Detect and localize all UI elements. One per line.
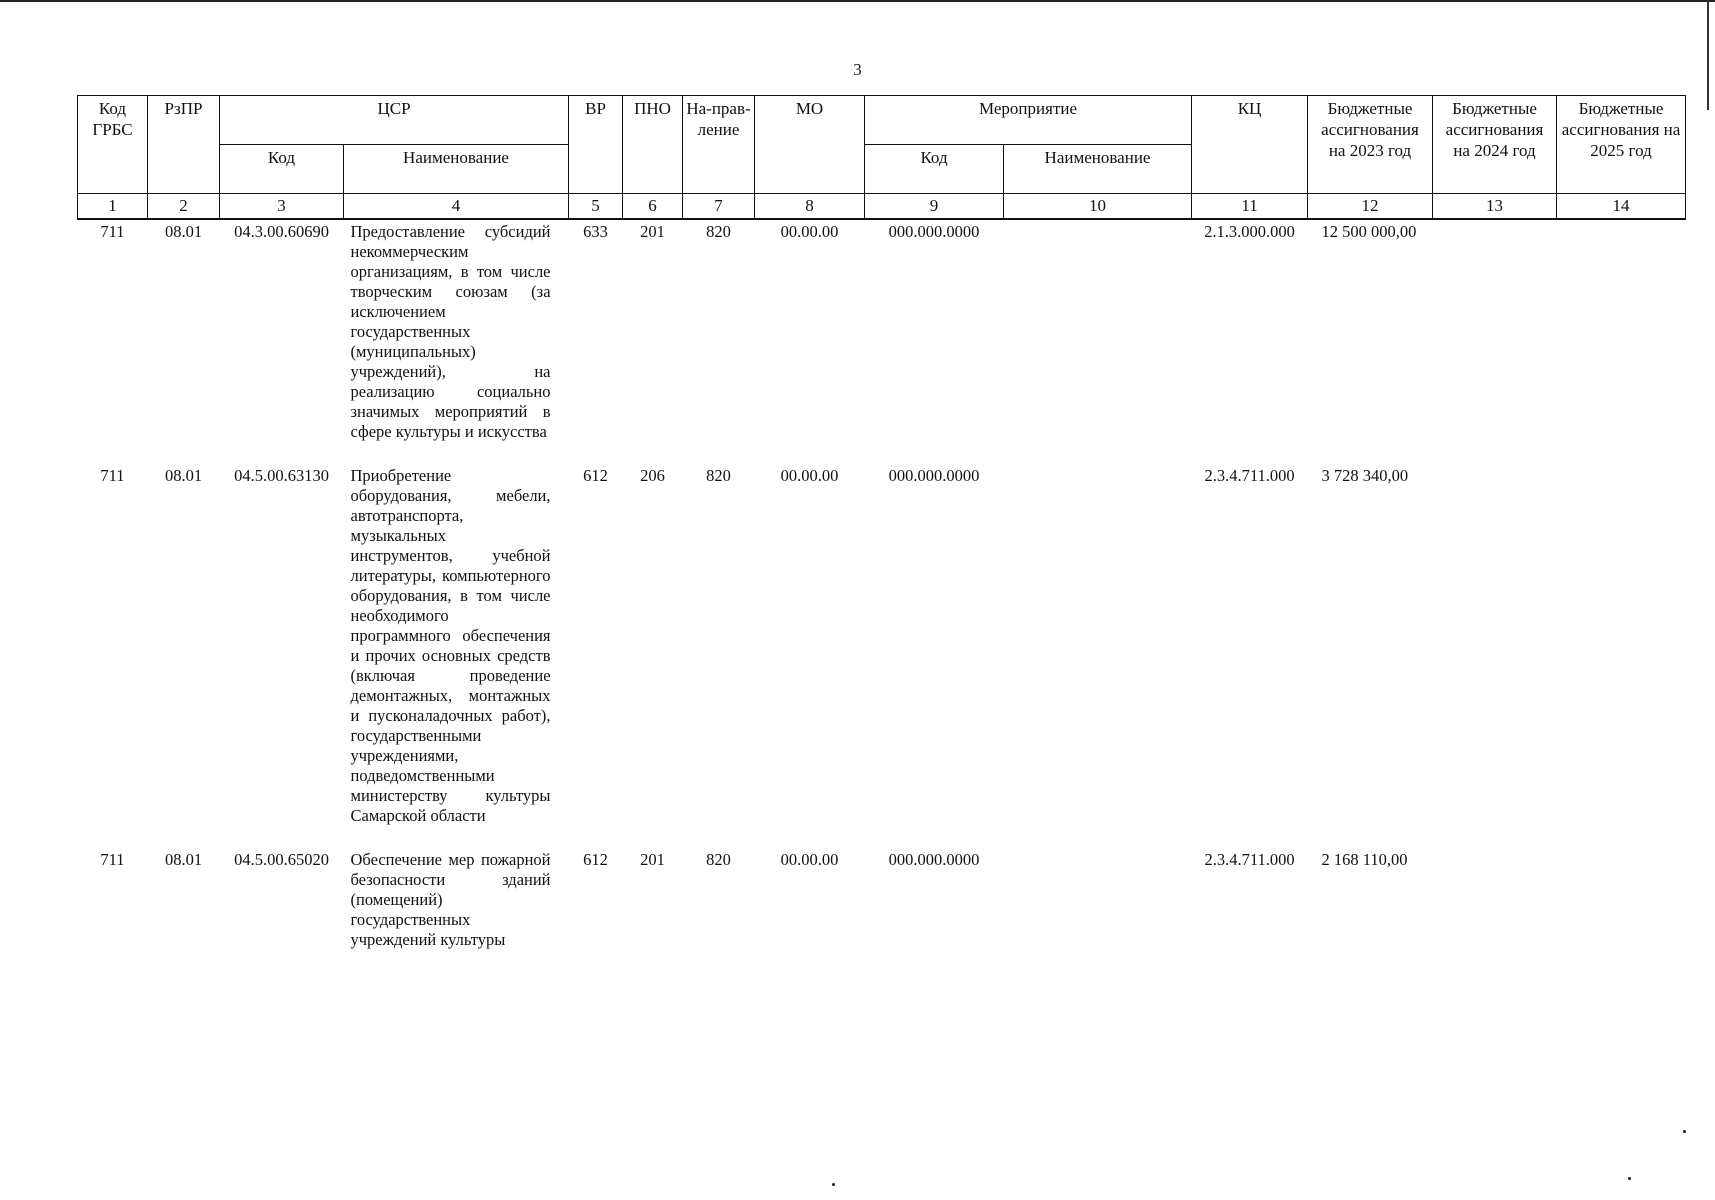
cell-csr-kod: 04.3.00.60690 (234, 222, 329, 241)
header-mer-kod: Код (865, 145, 1004, 194)
cell-kc: 2.3.4.711.000 (1204, 466, 1295, 485)
header-budget-2024: Бюджетные ассигнования на 2024 год (1433, 96, 1557, 194)
cell-napravlenie: 820 (706, 222, 731, 241)
cell-mer-kod: 000.000.0000 (888, 466, 980, 485)
cell-csr-name: Обеспечение мер пожарной безопасности зданий (помещений) государственных учреждений культуры (350, 850, 551, 949)
cell-budget-2025 (1557, 219, 1686, 464)
cell-rzpr: 08.01 (164, 222, 203, 241)
header-napravlenie: На-прав-ление (683, 96, 755, 194)
page-number: 3 (853, 60, 862, 79)
column-number: 12 (1308, 194, 1433, 220)
cell-budget-2025 (1557, 464, 1686, 848)
header-meropriyatie: Мероприятие (865, 96, 1192, 145)
cell-budget-2024 (1433, 219, 1557, 464)
column-number: 5 (569, 194, 623, 220)
scan-speck (1628, 1177, 1631, 1180)
cell-kc: 2.1.3.000.000 (1204, 222, 1295, 241)
cell-budget-2025 (1557, 848, 1686, 972)
cell-kod-grbs: 711 (100, 222, 125, 241)
scan-right-edge (1707, 0, 1709, 110)
cell-csr-name: Предоставление субсидий некоммерческим организациям, в том числе творческим союзам (за исключением государственных (муниципальных) учреждений), на реализацию социально значимых мероприятий в сфере культуры и искусства (350, 222, 551, 441)
cell-budget-2023: 2 168 110,00 (1321, 850, 1408, 869)
cell-vr: 612 (583, 850, 608, 869)
cell-pno: 201 (640, 222, 665, 241)
cell-mer-name (1004, 219, 1192, 464)
cell-csr-kod: 04.5.00.65020 (234, 850, 329, 869)
column-number: 14 (1557, 194, 1686, 220)
table-row (78, 848, 1686, 972)
header-csr: ЦСР (220, 96, 569, 145)
cell-vr: 612 (583, 466, 608, 485)
scan-speck (1683, 1130, 1686, 1133)
header-csr-kod: Код (220, 145, 344, 194)
column-number-row (78, 194, 1686, 220)
table-row (78, 464, 1686, 848)
cell-napravlenie: 820 (706, 850, 731, 869)
column-number: 4 (344, 194, 569, 220)
column-number: 8 (755, 194, 865, 220)
cell-mo: 00.00.00 (780, 466, 839, 485)
cell-mer-name (1004, 464, 1192, 848)
table-body (78, 219, 1686, 972)
table-header (78, 96, 1686, 220)
cell-budget-2023: 3 728 340,00 (1321, 466, 1409, 485)
column-number: 9 (865, 194, 1004, 220)
cell-csr-kod: 04.5.00.63130 (234, 466, 329, 485)
cell-mer-kod: 000.000.0000 (888, 850, 980, 869)
cell-csr-name: Приобретение оборудования, мебели, автотранспорта, музыкальных инструментов, учебной литературы, компьютерного оборудования, в том числе необходимого программного обеспечения и прочих основных средств (включая проведение демонтажных, монтажных и пусконаладочных работ), государственными учреждениями, подведомственными министерству культуры Самарской области (350, 466, 551, 825)
header-mer-name: Наименование (1004, 145, 1192, 194)
cell-rzpr: 08.01 (164, 466, 203, 485)
column-number: 7 (683, 194, 755, 220)
cell-napravlenie: 820 (706, 466, 731, 485)
header-rzpr: РзПР (148, 96, 220, 194)
scan-top-edge (0, 0, 1715, 2)
header-kc: КЦ (1192, 96, 1308, 194)
header-budget-2025: Бюджетные ассигнования на 2025 год (1557, 96, 1686, 194)
column-number: 2 (148, 194, 220, 220)
scan-speck (832, 1183, 835, 1186)
cell-mo: 00.00.00 (780, 222, 839, 241)
budget-table (77, 95, 1686, 972)
column-number: 11 (1192, 194, 1308, 220)
column-number: 3 (220, 194, 344, 220)
cell-kod-grbs: 711 (100, 850, 125, 869)
cell-mer-name (1004, 848, 1192, 972)
header-row-top (78, 96, 1686, 145)
cell-pno: 206 (640, 466, 665, 485)
header-csr-name: Наименование (344, 145, 569, 194)
header-kod-grbs: Код ГРБС (78, 96, 148, 194)
cell-kc: 2.3.4.711.000 (1204, 850, 1295, 869)
table-row (78, 219, 1686, 464)
column-number: 10 (1004, 194, 1192, 220)
cell-rzpr: 08.01 (164, 850, 203, 869)
cell-pno: 201 (640, 850, 665, 869)
header-budget-2023: Бюджетные ассигнования на 2023 год (1308, 96, 1433, 194)
cell-mo: 00.00.00 (780, 850, 839, 869)
cell-vr: 633 (583, 222, 608, 241)
column-number: 13 (1433, 194, 1557, 220)
cell-mer-kod: 000.000.0000 (888, 222, 980, 241)
header-vr: ВР (569, 96, 623, 194)
cell-budget-2023: 12 500 000,00 (1321, 222, 1417, 241)
column-number: 6 (623, 194, 683, 220)
cell-kod-grbs: 711 (100, 466, 125, 485)
column-number: 1 (78, 194, 148, 220)
header-mo: МО (755, 96, 865, 194)
cell-budget-2024 (1433, 848, 1557, 972)
cell-budget-2024 (1433, 464, 1557, 848)
header-pno: ПНО (623, 96, 683, 194)
